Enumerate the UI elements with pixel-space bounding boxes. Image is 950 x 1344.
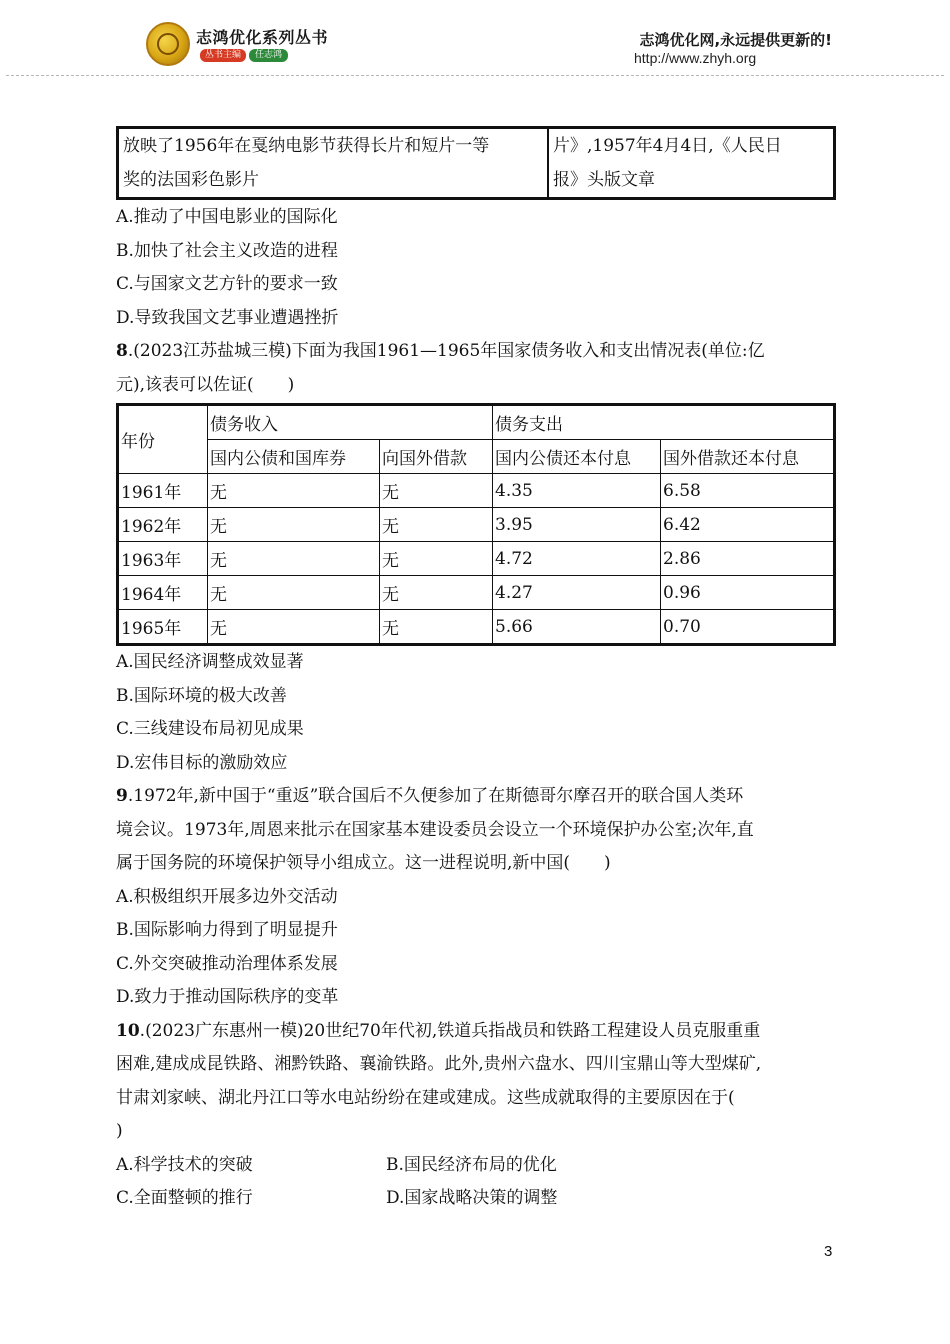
page-content: [116, 126, 836, 1216]
table-cell: 无: [380, 474, 493, 508]
table-cell: 4.72: [493, 542, 661, 576]
table-cell: 无: [208, 474, 380, 508]
debt-table: [116, 403, 836, 646]
table-cell: 无: [208, 610, 380, 645]
debt-table-subheader: 国内公债还本付息: [493, 440, 661, 474]
table-row: [118, 542, 835, 576]
table-cell: 0.96: [661, 576, 835, 610]
table-cell: 无: [380, 610, 493, 645]
source-left-line: 放映了1956年在戛纳电影节获得长片和短片一等: [123, 136, 490, 156]
q9-option-b[interactable]: B.国际影响力得到了明显提升: [116, 920, 338, 940]
table-row: [118, 474, 835, 508]
table-cell-year: 1962年: [118, 508, 208, 542]
table-cell: 5.66: [493, 610, 661, 645]
q8-stem-cont: 元),该表可以佐证( ): [116, 374, 295, 395]
editor-label: 丛书主编: [200, 49, 246, 62]
q8-option-b[interactable]: B.国际环境的极大改善: [116, 685, 287, 706]
source-table-left-cell: [118, 128, 549, 199]
q8-option-a[interactable]: A.国民经济调整成效显著: [116, 652, 304, 672]
debt-table-subheader: 向国外借款: [380, 440, 493, 474]
source-table-right-cell: [548, 128, 835, 199]
table-cell: 无: [208, 508, 380, 542]
table-cell: 4.27: [493, 576, 661, 610]
brand-logo-icon: [146, 22, 190, 66]
q9-stem-text: .1972年,新中国于“重返”联合国后不久便参加了在斯德哥尔摩召开的联合国人类环: [127, 786, 744, 806]
q8-number: 8: [116, 341, 128, 361]
table-row: [118, 508, 835, 542]
q10-options-row: [116, 1149, 836, 1183]
table-row: [118, 576, 835, 610]
table-cell-year: 1965年: [118, 610, 208, 645]
q10-stem-cont: 困难,建成成昆铁路、湘黔铁路、襄渝铁路。此外,贵州六盘水、四川宝鼎山等大型煤矿,: [116, 1054, 762, 1074]
q10-options-row: [116, 1182, 836, 1216]
q9-option-d[interactable]: D.致力于推动国际秩序的变革: [116, 987, 339, 1007]
q7-option-c[interactable]: C.与国家文艺方针的要求一致: [116, 274, 338, 294]
q9-option-c[interactable]: C.外交突破推动治理体系发展: [116, 953, 338, 974]
table-cell: 0.70: [661, 610, 835, 645]
q10-stem-text: .(2023广东惠州一模)20世纪70年代初,铁道兵指战员和铁路工程建设人员克服重重: [139, 1020, 761, 1041]
table-cell: 2.86: [661, 542, 835, 576]
q7-option-b[interactable]: B.加快了社会主义改造的进程: [116, 240, 338, 261]
q10-option-a[interactable]: A.科学技术的突破: [116, 1154, 253, 1175]
source-right-line: 片》,1957年4月4日,《人民日: [553, 136, 782, 156]
source-right-line: 报》头版文章: [553, 170, 655, 190]
table-cell: 无: [380, 542, 493, 576]
source-left-line: 奖的法国彩色影片: [123, 170, 259, 190]
q9-stem-cont: 境会议。1973年,周恩来批示在国家基本建设委员会设立一个环境保护办公室;次年,直: [116, 819, 754, 840]
q9-stem: [116, 780, 836, 814]
page-number: 3: [824, 1243, 833, 1260]
editor-name: 任志鸿: [249, 49, 288, 62]
q9-number: 9: [116, 786, 128, 806]
q9-stem-cont: 属于国务院的环境保护领导小组成立。这一进程说明,新中国( ): [116, 853, 611, 873]
q10-stem-cont: ): [116, 1121, 123, 1141]
table-cell: 无: [208, 576, 380, 610]
table-cell: 6.58: [661, 474, 835, 508]
table-cell: 6.42: [661, 508, 835, 542]
table-cell: 3.95: [493, 508, 661, 542]
q7-option-a[interactable]: A.推动了中国电影业的国际化: [116, 207, 338, 227]
table-row: [118, 610, 835, 645]
table-cell: 4.35: [493, 474, 661, 508]
site-url-link[interactable]: http://www.zhyh.org: [634, 50, 757, 66]
q8-option-c[interactable]: C.三线建设布局初见成果: [116, 719, 304, 739]
q8-stem-text: .(2023江苏盐城三模)下面为我国1961—1965年国家债务收入和支出情况表(单位:亿: [127, 341, 765, 361]
q10-option-b[interactable]: B.国民经济布局的优化: [386, 1154, 557, 1175]
q10-number: 10: [116, 1020, 140, 1041]
debt-table-subheader: 国外借款还本付息: [661, 440, 835, 474]
site-slogan: 志鸿优化网,永远提供更新的!: [639, 31, 832, 49]
q7-option-d[interactable]: D.导致我国文艺事业遭遇挫折: [116, 307, 339, 328]
q10-stem: [116, 1015, 836, 1049]
header-divider: [6, 75, 944, 76]
debt-table-expense-header: 债务支出: [493, 405, 835, 440]
debt-table-year-header: 年份: [118, 405, 208, 474]
page-header: [0, 0, 950, 80]
q10-option-c[interactable]: C.全面整顿的推行: [116, 1188, 253, 1208]
q10-option-d[interactable]: D.国家战略决策的调整: [386, 1188, 558, 1208]
source-table: [116, 126, 836, 200]
table-cell: 无: [208, 542, 380, 576]
q8-option-d[interactable]: D.宏伟目标的激励效应: [116, 752, 288, 773]
table-cell-year: 1963年: [118, 542, 208, 576]
brand-title: 志鸿优化系列丛书: [196, 28, 329, 47]
q9-option-a[interactable]: A.积极组织开展多边外交活动: [116, 886, 338, 907]
q8-stem: [116, 335, 836, 369]
debt-table-income-header: 债务收入: [208, 405, 493, 440]
debt-table-subheader: 国内公债和国库券: [208, 440, 380, 474]
table-cell: 无: [380, 576, 493, 610]
q10-stem-cont: 甘肃刘家峡、湖北丹江口等水电站纷纷在建或建成。这些成就取得的主要原因在于(: [116, 1087, 735, 1108]
brand-subtitle: [200, 49, 288, 62]
table-cell-year: 1961年: [118, 474, 208, 508]
table-cell: 无: [380, 508, 493, 542]
table-cell-year: 1964年: [118, 576, 208, 610]
